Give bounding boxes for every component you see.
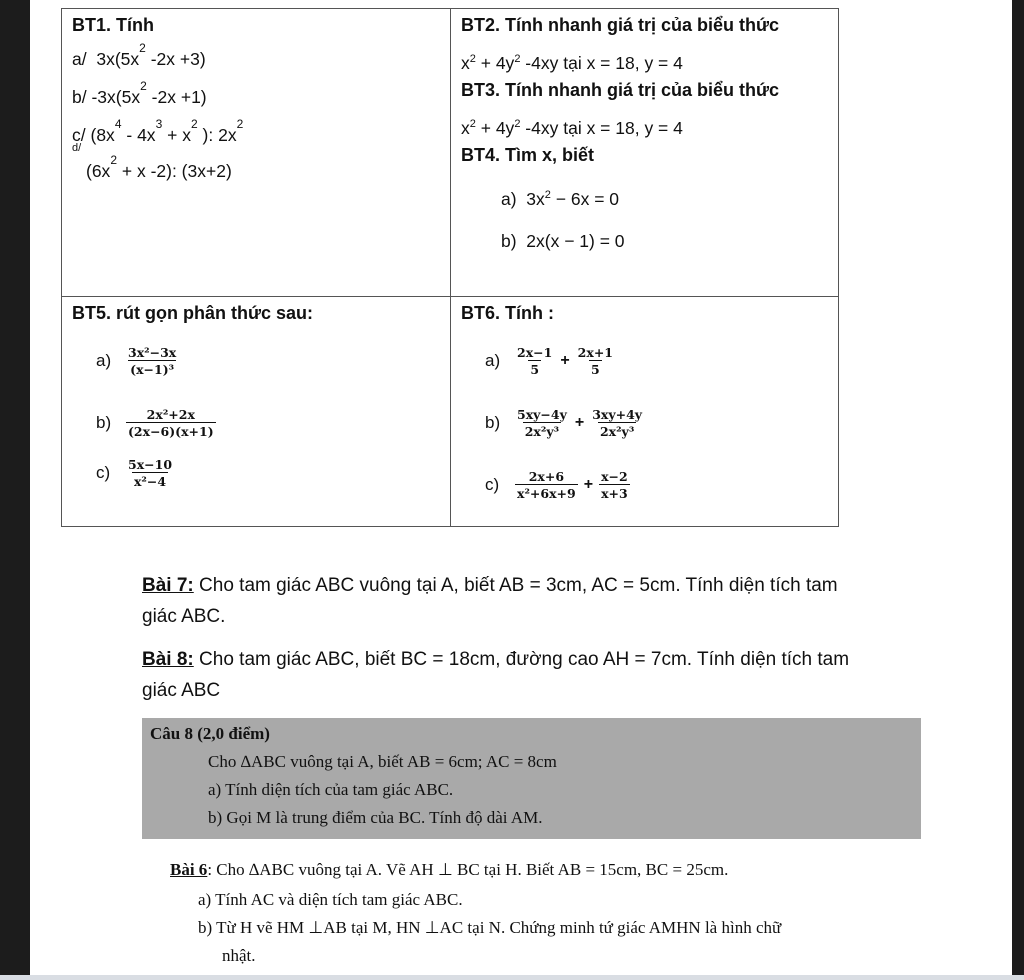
fraction: $\frac{3xy+4y}{\text{2x²y³}}$ [592,407,643,439]
bt1-title: BT1. Tính [72,15,154,35]
bai6-line-a: a) Tính AC và diện tích tam giác ABC. [198,890,463,909]
document-page [30,0,1012,975]
bai6-line-b2: nhật. [222,946,256,965]
bt1-item-d-label: d/ [72,142,82,154]
bt5-title: BT5. rút gọn phân thức sau: [72,303,314,323]
fraction: $\frac{\text{2x²+2x}}{(2x-6)(x+1)}$ [128,407,214,439]
bt6-item-a: a) $\frac{2x-1}{5}$ + $\frac{2x+1}{5}$ [485,345,613,377]
fraction: $\frac{5x-10}{\text{x²−4}}$ [128,457,173,489]
bt5-item-b: b) $\frac{\text{2x²+2x}}{(2x-6)(x+1)}$ [96,407,214,439]
bt5-cell [62,297,451,527]
cau8-line: a) Tính diện tích của tam giác ABC. [208,780,454,799]
bt5-item-c: c) $\frac{5x-10}{\text{x²−4}}$ [96,457,173,489]
fraction: $\frac{\text{3x²−3x}}{\text{(x−1)³}}$ [128,345,177,377]
exercise-table [61,8,839,527]
bt2-expression: $x^2 + 4y^2$ -4xy tại x = 18, y = 4 [461,52,683,73]
bt5-item-a: a) $\frac{\text{3x²−3x}}{\text{(x−1)³}}$ [96,345,177,377]
cau8-line: Cho ∆ABC vuông tại A, biết AB = 6cm; AC = 8cm [208,752,557,771]
fraction: $\frac{2x+1}{5}$ [577,345,613,377]
bai6-problem: Bài 6: Cho ∆ABC vuông tại A. Vẽ AH ⊥ BC tại H. Biết AB = 15cm, BC = 25cm. [170,860,729,879]
bai7-problem: Bài 7: Cho tam giác ABC vuông tại A, biết AB = 3cm, AC = 5cm. Tính diện tích tam giác ABC. [142,575,838,627]
bt4-title: BT4. Tìm x, biết [461,144,595,165]
bt1-item-d: ($6x^2 + x$ -2): (3x+2) [86,153,232,181]
bai6-line-b: b) Từ H vẽ HM ⊥AB tại M, HN ⊥AC tại N. Chứng minh tứ giác AMHN là hình chữ [198,918,782,937]
bt3-title: BT3. Tính nhanh giá trị của biểu thức [461,79,780,100]
bt1-item-b: b/ $-3x(5x^2$ -2x +1) [72,79,207,107]
fraction: $\frac{2x-1}{5}$ [517,345,553,377]
bt2-title: BT2. Tính nhanh giá trị của biểu thức [461,15,780,35]
bt6-cell [451,297,839,527]
bt4-item-b: b) 2x(x − 1) = 0 [501,230,625,251]
bt4-item-a: a) $3x^2 - 6x = 0$ [501,188,620,209]
bt1-item-a: a/ $3x(5x^2$ -2x +3) [72,41,206,69]
bt6-item-b: b) $\frac{5xy-4y}{\text{2x²y³}}$ + $\frac{3xy+4y}{\text{2x²y³}}$ [485,407,643,439]
cau8-scanned-box [142,718,921,839]
fraction: $\frac{2x+6}{\text{x²+6x+9}}$ [517,469,576,501]
bt6-item-c: c) $\frac{2x+6}{\text{x²+6x+9}}$ + $\frac{x-2}{x+3}$ [485,469,628,501]
bai8-problem: Bài 8: Cho tam giác ABC, biết BC = 18cm, đường cao AH = 7cm. Tính diện tích tam giác ABC [142,649,850,701]
fraction: $\frac{x-2}{x+3}$ [601,469,628,501]
viewer-bottom-bar [0,975,1024,980]
cau8-title: Câu 8 (2,0 điểm) [150,724,270,743]
cau8-line: b) Gọi M là trung điểm của BC. Tính độ dài AM. [208,808,543,827]
bt1-item-c: c/ ($8x^4 - 4x^3 + x^2$ ): $2x^2$ [72,117,244,145]
fraction: $\frac{5xy-4y}{\text{2x²y³}}$ [517,407,567,439]
bt6-title: BT6. Tính : [461,303,554,323]
bt1-cell [62,9,451,297]
bt2-bt3-bt4-cell [451,9,839,297]
bt3-expression: $x^2 + 4y^2$ -4xy tại x = 18, y = 4 [461,117,683,138]
